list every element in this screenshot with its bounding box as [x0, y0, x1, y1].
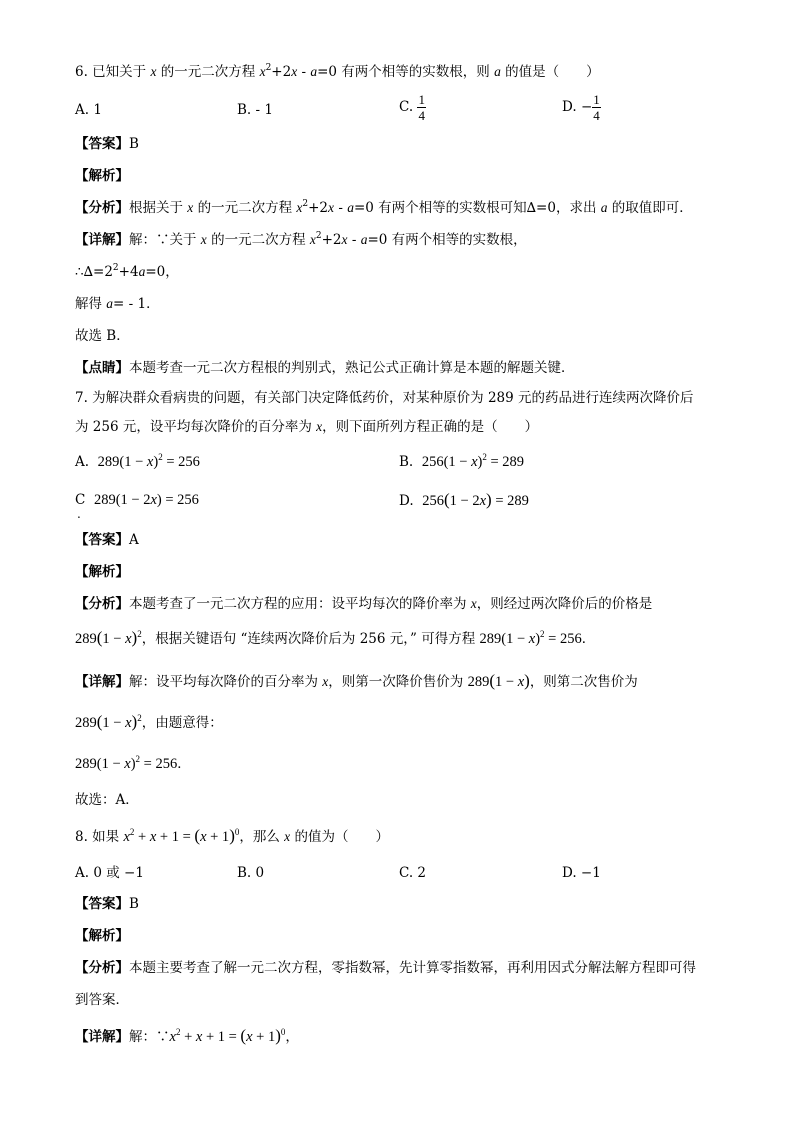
q7-stem-line1: 7. 为解决群众看病贵的问题，有关部门决定降低药价，对某种原价为 289 元的药品进行连续两次降价后: [75, 390, 694, 406]
q7-answer: 【答案】A: [75, 532, 139, 548]
q8-fenxi-line2: 到答案．: [75, 992, 129, 1008]
q6-xiangjie: 【详解】解：∵关于 x 的一元二次方程 $x^2+2x - a=0$ 有两个相等的实数根，: [75, 231, 527, 248]
q6-stem: 6. 已知关于 x 的一元二次方程 $x^2+2x - a=0$ 有两个相等的实数根，则 a 的值是（ ）: [75, 63, 600, 80]
fraction-one-quarter: $\frac{1}{4}$: [593, 92, 600, 123]
q8-option-d: D. −1: [562, 865, 601, 881]
q6-analysis-heading: 【解析】: [75, 168, 129, 184]
q7-option-d: D. 256(1 − 2x) = 289: [399, 490, 529, 509]
q6-fenxi: 【分析】根据关于 x 的一元二次方程 $x^2+2x - a=0$ 有两个相等的实数根可知∆=0，求出 a 的取值即可．: [75, 199, 693, 216]
q7-fenxi-line1: 【分析】本题考查了一元二次方程的应用：设平均每次的降价率为 x，则经过两次降价后的价格是: [75, 596, 653, 612]
q7-option-a: A. $289(1 - x)^2 = 256$: [75, 452, 200, 470]
q8-answer: 【答案】B: [75, 896, 139, 912]
q6-answer: 【答案】B: [75, 136, 139, 152]
q7-fenxi-line2: $289(1 - x)^2$，根据关键语句 “连续两次降价后为 256 元，” 可得方程 $289(1 - x)^2 = 256$．: [75, 628, 596, 647]
q7-xiangjie-line2: $289(1 - x)^2$，由题意得：: [75, 712, 223, 731]
fraction-one-quarter: $\frac{1}{4}$: [418, 92, 425, 123]
q7-option-c: C 289(1 − 2x) = 256: [75, 492, 199, 508]
q6-step-discriminant: $\therefore\Delta=2^2+4a=0$，: [75, 263, 179, 280]
q7-option-b: B. $256(1 - x)^2 = 289$: [399, 452, 525, 470]
q8-stem: 8. 如果 $x^2 + x + 1 = (x + 1)^0$，那么 x 的值为（ ）: [75, 826, 389, 845]
q7-option-c-dot: .: [77, 507, 81, 521]
q6-option-d: D. − $\frac{1}{4}$: [562, 92, 600, 123]
q6-step-solve: 解得 a= - 1．: [75, 296, 160, 312]
q8-analysis-heading: 【解析】: [75, 928, 129, 944]
q7-stem-line2: 为 256 元，设平均每次降价的百分率为 x，则下面所列方程正确的是（ ）: [75, 419, 539, 435]
q8-option-a: A. 0 或 −1: [75, 865, 144, 881]
q8-xiangjie: 【详解】解：$\because x^2 + x + 1 = (x + 1)^0$，: [75, 1026, 299, 1045]
q8-option-b: B. 0: [237, 865, 265, 881]
q7-xiangjie-line3: $289(1 - x)^2 = 256$．: [75, 754, 191, 772]
q8-fenxi-line1: 【分析】本题主要考查了解一元二次方程，零指数幂，先计算零指数幂，再利用因式分解法解方程即可得: [75, 960, 696, 976]
q6-option-b: B. - 1: [237, 102, 273, 118]
q7-choose: 故选：A．: [75, 792, 139, 808]
q6-option-c: C. $\frac{1}{4}$: [399, 92, 425, 123]
q6-dianjing: 【点睛】本题考查一元二次方程根的判别式，熟记公式正确计算是本题的解题关键．: [75, 360, 575, 376]
q7-analysis-heading: 【解析】: [75, 564, 129, 580]
q6-choose: 故选 B．: [75, 328, 130, 344]
q8-option-c: C. 2: [399, 865, 427, 881]
q7-xiangjie-line1: 【详解】解：设平均每次降价的百分率为 x，则第一次降价售价为 289(1 − x)，则第二次售价为: [75, 671, 638, 690]
q6-option-a: A. 1: [75, 102, 102, 118]
